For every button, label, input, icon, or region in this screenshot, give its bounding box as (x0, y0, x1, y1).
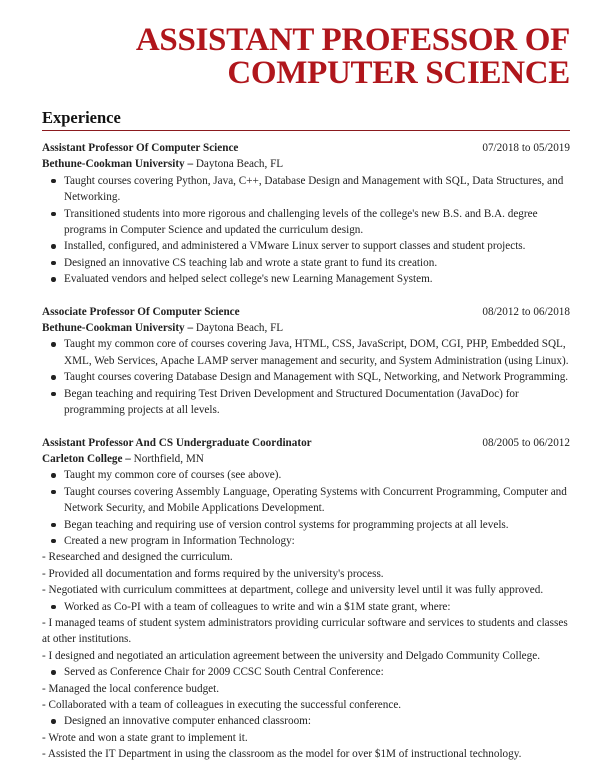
job-dates: 08/2005 to 06/2012 (482, 436, 570, 449)
bullet-list (42, 336, 570, 418)
sub-item: - Managed the local conference budget. (42, 682, 220, 695)
resume-title (136, 24, 570, 90)
separator: – (184, 322, 196, 335)
bullet-item: Designed an innovative computer enhanced classroom: (64, 713, 570, 729)
experience-section (42, 108, 570, 763)
title-line-1: ASSISTANT PROFESSOR OF (135, 22, 570, 58)
sub-item: - Researched and designed the curriculum. (42, 551, 233, 564)
sub-item: - Provided all documentation and forms required by the university's process. (42, 567, 384, 580)
job-title: Assistant Professor Of Computer Science (42, 142, 239, 154)
job-employer (42, 451, 570, 467)
bullet-item: Served as Conference Chair for 2009 CCSC South Central Conference: (64, 664, 570, 680)
bullet-item: Worked as Co-PI with a team of colleagues to write and win a $1M state grant, where: (64, 599, 570, 615)
bullet-item: Designed an innovative CS teaching lab and wrote a state grant to fund its creation. (64, 255, 570, 271)
company-name: Carleton College (42, 452, 123, 465)
job-dates: 08/2012 to 06/2018 (482, 305, 570, 318)
job-employer (42, 320, 570, 336)
bullet-item: Began teaching and requiring Test Driven Development and Structured Documentation (JavaDoc) for programming projects at all levels. (64, 386, 570, 419)
job-header (42, 140, 570, 156)
sub-item: - Collaborated with a team of colleagues in executing the successful conference. (42, 699, 402, 711)
bullet-list (42, 664, 570, 680)
job-header (42, 435, 570, 451)
job-entry (42, 140, 570, 288)
job-list (42, 140, 570, 763)
job-location: Northfield, MN (133, 452, 204, 465)
section-heading: Experience (42, 108, 570, 131)
job-dates: 07/2018 to 05/2019 (482, 142, 570, 154)
bullet-item: Taught my common core of courses covering Java, HTML, CSS, JavaScript, DOM, CGI, PHP, Embedded SQL, XML, Web Services, Apache LAMP server management and security, and System Administration (using Linux). (64, 336, 570, 369)
bullet-item: Taught courses covering Assembly Language, Operating Systems with Concurrent Programming, Computer and Network Security, and Mobile Applications Development. (64, 484, 570, 517)
job-location: Daytona Beach, FL (195, 158, 284, 171)
job-location: Daytona Beach, FL (195, 322, 284, 335)
bullet-item: Taught courses covering Database Design and Management with SQL, Networking, and Network Programming. (64, 369, 570, 385)
sub-item: - I managed teams of student system administrators providing curricular software and services to students and classes at other institutions. (42, 616, 568, 646)
separator: – (184, 158, 196, 171)
sub-item: - Assisted the IT Department in using the classroom as the model for over $1M of instructional technology. (42, 748, 522, 761)
bullet-item: Taught courses covering Python, Java, C++, Database Design and Management with SQL, Data Structures, and Networking. (64, 173, 570, 206)
job-entry (42, 304, 570, 419)
job-employer (42, 156, 570, 172)
bullet-item: Began teaching and requiring use of version control systems for programming projects at all levels. (64, 517, 570, 533)
job-header (42, 304, 570, 320)
bullet-item: Evaluated vendors and helped select college's new Learning Management System. (64, 271, 570, 287)
company-name: Bethune-Cookman University (42, 322, 185, 335)
bullet-item: Created a new program in Information Technology: (64, 533, 570, 549)
sub-item: - Negotiated with curriculum committees at department, college and university level until it was fully approved. (42, 584, 544, 597)
title-line-2: COMPUTER SCIENCE (227, 55, 570, 91)
bullet-list (42, 713, 570, 729)
bullet-item: Installed, configured, and administered a VMware Linux server to support classes and student projects. (64, 238, 570, 254)
job-title: Associate Professor Of Computer Science (42, 305, 240, 318)
bullet-list (42, 173, 570, 288)
company-name: Bethune-Cookman University (42, 158, 185, 171)
sub-item: - Wrote and won a state grant to implement it. (42, 731, 248, 744)
bullet-list (42, 467, 570, 549)
bullet-list (42, 599, 570, 615)
bullet-item: Transitioned students into more rigorous and challenging levels of the college's new B.S. and B.A. degree programs in Computer Science and updated the curriculum design. (64, 206, 570, 239)
sub-item: - I designed and negotiated an articulation agreement between the university and Delgado Community College. (42, 649, 541, 662)
separator: – (122, 452, 134, 465)
bullet-item: Taught my common core of courses (see above). (64, 467, 570, 483)
job-entry (42, 435, 570, 763)
job-title: Assistant Professor And CS Undergraduate Coordinator (42, 436, 312, 449)
